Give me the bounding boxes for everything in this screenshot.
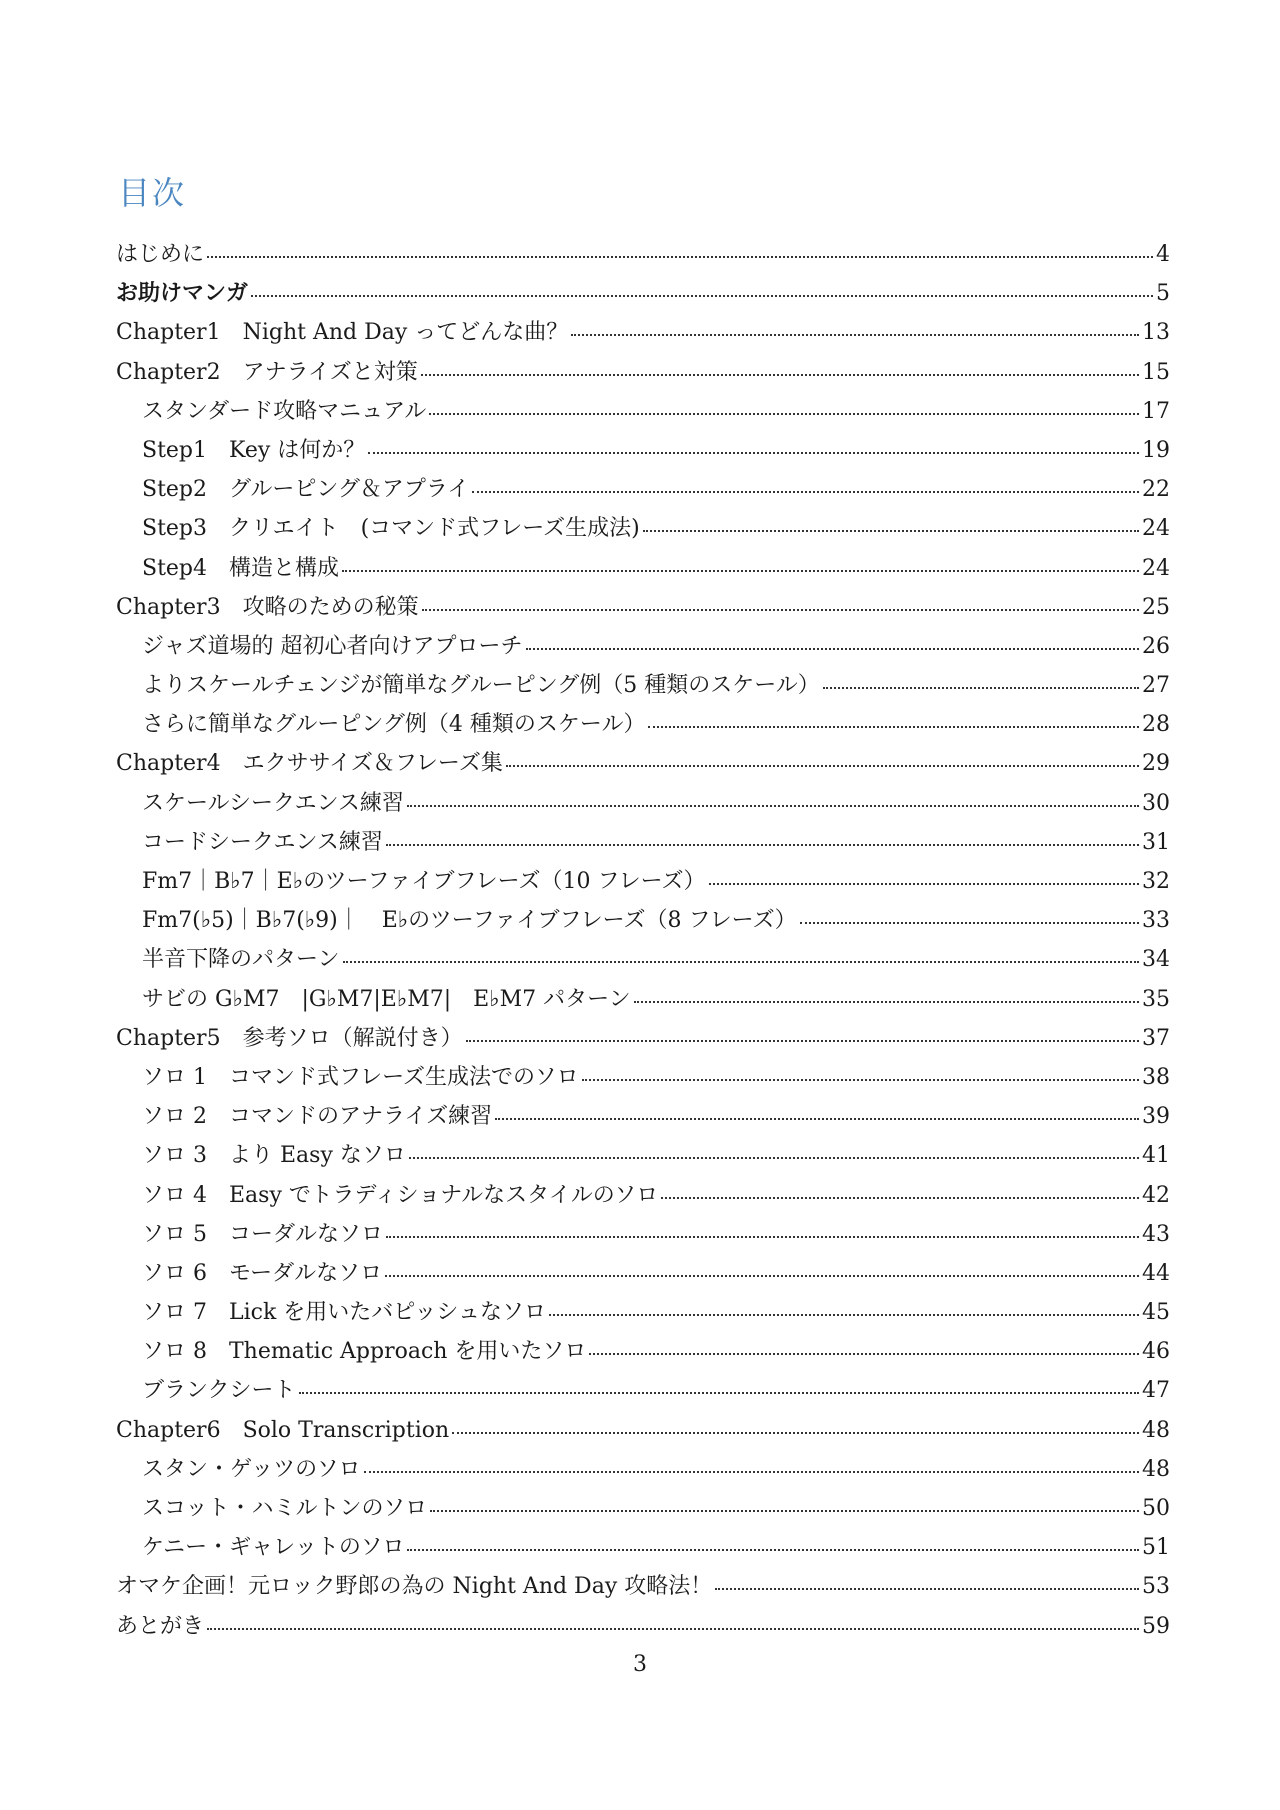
toc-entry[interactable] [116,1450,1170,1489]
toc-entry[interactable] [116,1215,1170,1254]
toc-entry[interactable] [116,274,1170,313]
toc-entry-label: ソロ 2 コマンドのアナライズ練習 [142,1104,493,1130]
toc-leader-dots [207,1626,1139,1630]
toc-entry-page: 31 [1142,829,1170,855]
toc-entry-page: 22 [1142,477,1170,503]
toc-entry-label: スタン・ゲッツのソロ [142,1456,361,1482]
toc-entry-page: 24 [1142,555,1170,581]
toc-entry-label: ソロ 1 コマンド式フレーズ生成法でのソロ [142,1064,579,1090]
toc-entry[interactable] [116,666,1170,705]
toc-leader-dots [452,1430,1139,1434]
toc-entry-page: 43 [1142,1221,1170,1247]
toc-entry-label: ソロ 7 Lick を用いたバピッシュなソロ [142,1300,546,1326]
toc-entry-page: 41 [1142,1143,1170,1169]
toc-leader-dots [368,450,1139,454]
toc-entry-page: 48 [1142,1417,1170,1443]
toc-entry[interactable] [116,549,1170,588]
toc-entry[interactable] [116,588,1170,627]
toc-entry[interactable] [116,862,1170,901]
toc-entry-label: Chapter4 エクササイズ＆フレーズ集 [116,751,503,777]
toc-leader-dots [407,1547,1139,1551]
toc-leader-dots [582,1077,1139,1081]
toc-leader-dots [823,685,1139,689]
toc-entry[interactable] [116,1019,1170,1058]
toc-entry-page: 50 [1142,1496,1170,1521]
toc-entry-label: ブランクシート [142,1378,296,1404]
toc-entry-label: スケールシークエンス練習 [142,790,404,816]
toc-entry[interactable] [116,1567,1170,1606]
toc-entry-label: Chapter3 攻略のための秘策 [116,594,419,620]
toc-leader-dots [422,607,1139,611]
toc-leader-dots [589,1351,1139,1355]
toc-entry[interactable] [116,1136,1170,1175]
toc-entry[interactable] [116,1293,1170,1332]
toc-entry-page: 19 [1142,437,1170,463]
toc-leader-dots [466,1038,1139,1042]
toc-entry[interactable] [116,627,1170,666]
toc-entry[interactable] [116,313,1170,352]
toc-leader-dots [407,803,1139,807]
toc-entry-label: ソロ 3 より Easy なソロ [142,1143,406,1169]
toc-leader-dots [409,1155,1139,1159]
toc-leader-dots [643,528,1139,532]
toc-entry-label: あとがき [116,1613,205,1639]
toc-leader-dots [549,1312,1139,1316]
toc-leader-dots [429,411,1139,415]
toc-leader-dots [634,999,1139,1003]
toc-entry-label: Step4 構造と構成 [142,555,340,581]
toc-leader-dots [715,1586,1139,1590]
toc-entry[interactable] [116,940,1170,979]
toc-entry-page: 37 [1142,1025,1170,1051]
toc-entry-label: Step2 グルーピング＆アプライ [142,477,470,503]
toc-entry-label: ソロ 5 コーダルなソロ [142,1221,383,1247]
toc-entry-page: 30 [1142,790,1170,816]
toc-entry-page: 5 [1156,281,1170,307]
toc-leader-dots [800,920,1139,924]
toc-entry-page: 53 [1142,1574,1170,1600]
toc-entry[interactable] [116,980,1170,1019]
toc-entry-label: よりスケールチェンジが簡単なグルーピング例（5 種類のスケール） [142,673,820,699]
toc-entry[interactable] [116,1176,1170,1215]
toc-entry-page: 13 [1142,320,1170,346]
toc-entry[interactable] [116,470,1170,509]
toc-entry-label: Step3 クリエイト (コマンド式フレーズ生成法) [142,516,640,542]
toc-entry-page: 25 [1142,594,1170,620]
toc-entry-page: 29 [1142,751,1170,777]
toc-entry-page: 27 [1142,673,1170,699]
toc-entry-label: Fm7｜B♭7｜E♭のツーファイブフレーズ（10 フレーズ） [142,869,706,894]
toc-entry-page: 42 [1142,1182,1170,1208]
toc-title: 目次 [118,174,187,212]
toc-list [116,235,1170,1646]
toc-entry[interactable] [116,1411,1170,1450]
toc-entry-label: Chapter6 Solo Transcription [116,1417,450,1443]
toc-entry-label: Chapter2 アナライズと対策 [116,359,418,385]
toc-entry[interactable] [116,705,1170,744]
toc-leader-dots [251,293,1153,297]
toc-leader-dots [299,1390,1139,1394]
toc-entry[interactable] [116,901,1170,940]
toc-entry[interactable] [116,784,1170,823]
toc-leader-dots [430,1508,1139,1512]
toc-entry-page: 32 [1142,869,1170,894]
toc-leader-dots [421,372,1139,376]
toc-entry-label: ケニー・ギャレットのソロ [142,1535,405,1561]
toc-entry[interactable] [116,431,1170,470]
toc-entry[interactable] [116,353,1170,392]
toc-entry-label: 半音下降のパターン [142,947,340,973]
toc-leader-dots [571,332,1139,336]
toc-entry[interactable] [116,1097,1170,1136]
toc-entry-page: 51 [1142,1535,1170,1561]
toc-entry[interactable] [116,1332,1170,1371]
toc-leader-dots [472,489,1139,493]
toc-entry[interactable] [116,823,1170,862]
page-number: 3 [633,1652,647,1677]
toc-leader-dots [342,568,1139,572]
toc-leader-dots [648,724,1139,728]
toc-entry-label: ソロ 4 Easy でトラディショナルなスタイルのソロ [142,1182,659,1208]
toc-entry[interactable] [116,1254,1170,1293]
toc-entry-page: 34 [1142,947,1170,973]
toc-leader-dots [386,842,1139,846]
toc-entry-page: 44 [1142,1260,1170,1286]
toc-entry-page: 47 [1142,1378,1170,1404]
toc-entry-label: スコット・ハミルトンのソロ [142,1496,428,1521]
toc-entry-label: サビの G♭M7 |G♭M7|E♭M7| E♭M7 パターン [142,986,631,1012]
toc-entry[interactable] [116,1058,1170,1097]
toc-entry-page: 28 [1142,712,1170,738]
toc-leader-dots [526,646,1139,650]
toc-entry-page: 17 [1142,398,1170,424]
toc-leader-dots [386,1234,1139,1238]
toc-entry[interactable] [116,744,1170,783]
toc-leader-dots [343,959,1139,963]
toc-entry-page: 46 [1142,1339,1170,1365]
toc-entry-label: さらに簡単なグルーピング例（4 種類のスケール） [142,712,646,738]
toc-entry-label: オマケ企画！元ロック野郎の為の Night And Day 攻略法！ [116,1574,713,1600]
toc-leader-dots [506,763,1139,767]
toc-entry-page: 45 [1142,1300,1170,1326]
toc-entry[interactable] [116,1528,1170,1567]
toc-entry-page: 4 [1156,242,1170,267]
toc-entry-label: スタンダード攻略マニュアル [142,398,427,424]
toc-leader-dots [709,881,1140,885]
toc-leader-dots [385,1273,1139,1277]
toc-entry-page: 33 [1142,908,1170,934]
toc-entry[interactable] [116,509,1170,548]
toc-entry-page: 39 [1142,1104,1170,1130]
toc-entry-page: 59 [1142,1613,1170,1639]
toc-entry-label: Chapter5 参考ソロ（解説付き） [116,1025,463,1051]
toc-leader-dots [495,1116,1139,1120]
toc-entry-label: コードシークエンス練習 [142,829,383,855]
toc-entry-label: ソロ 6 モーダルなソロ [142,1260,383,1286]
toc-entry[interactable] [116,1489,1170,1528]
toc-entry-page: 24 [1142,516,1170,542]
toc-entry-label: Fm7(♭5)｜B♭7(♭9)｜ E♭のツーファイブフレーズ（8 フレーズ） [142,908,797,934]
toc-entry-page: 38 [1142,1064,1170,1090]
toc-entry-label: Chapter1 Night And Day ってどんな曲？ [116,320,569,346]
toc-entry[interactable] [116,392,1170,431]
toc-leader-dots [661,1195,1139,1199]
toc-entry-page: 35 [1142,986,1170,1012]
toc-entry-page: 26 [1142,633,1170,659]
toc-entry-label: ジャズ道場的 超初心者向けアプローチ [142,633,523,659]
toc-leader-dots [364,1469,1139,1473]
toc-entry[interactable] [116,235,1170,274]
toc-leader-dots [207,254,1153,258]
toc-entry-label: ソロ 8 Thematic Approach を用いたソロ [142,1339,587,1365]
toc-entry-label: お助けマンガ [116,280,249,307]
toc-entry-page: 48 [1142,1456,1170,1482]
toc-entry[interactable] [116,1607,1170,1646]
toc-entry-label: Step1 Key は何か？ [142,437,366,463]
toc-entry[interactable] [116,1371,1170,1410]
toc-entry-page: 15 [1142,359,1170,385]
toc-entry-label: はじめに [116,242,205,267]
